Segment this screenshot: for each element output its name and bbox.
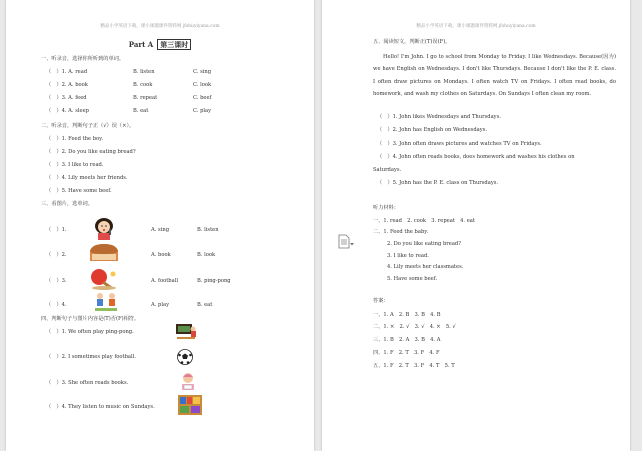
s3-row2-b: B. look — [197, 252, 216, 258]
page-title — [6, 40, 314, 50]
s5-item2: （ ）2. John has English on Wednesdays. — [377, 127, 487, 133]
s3-row2-a: A. book — [151, 252, 171, 258]
document-icon[interactable] — [338, 234, 354, 252]
s3-row3-num: （ ）3. — [46, 278, 67, 284]
s3-row2-num: （ ）2. — [46, 252, 67, 258]
s1-row4-b: B. eat — [133, 108, 149, 114]
s1-row1-a: （ ）1. A. read — [46, 69, 88, 75]
s5-item4-cont: Saturdays. — [373, 167, 402, 173]
watermark: 精品小学英语下载，课小课题课件资料网 jfshuyiyana.com — [416, 24, 536, 29]
s2-item5: （ ）5. Have some beef. — [46, 188, 112, 194]
answers-line5: 五、1. F 2. T 3. F 4. T 5. T — [373, 363, 455, 369]
s1-row1-b: B. listen — [133, 69, 155, 75]
s2-item2: （ ）2. Do you like eating bread? — [46, 149, 136, 155]
bread-icon — [87, 242, 121, 264]
dropdown-arrow-icon — [350, 243, 354, 246]
reading-passage — [373, 51, 616, 101]
s3-row3-a: A. football — [151, 278, 179, 284]
title-tag: 第三课时 — [157, 39, 191, 50]
answers-line4: 四、1. F 2. T 3. F 4. F — [373, 350, 440, 356]
s1-row4-a: （ ）4. A. sleep — [46, 108, 89, 114]
s1-row2-c: C. look — [193, 82, 212, 88]
football-icon — [176, 348, 194, 366]
s3-row1-num: （ ）1. — [46, 227, 67, 233]
s3-row4-b: B. eat — [197, 302, 213, 308]
s4-item3: （ ）3. She often reads books. — [46, 380, 129, 386]
s2-item4: （ ）4. Lily meets her friends. — [46, 175, 128, 181]
s1-row3-c: C. beef — [193, 95, 212, 101]
s3-row1-b: B. listen — [197, 227, 219, 233]
listening-line1: 一、1. read 2. cook 3. repeat 4. eat — [373, 218, 475, 224]
s3-row4-num: （ ）4. — [46, 302, 67, 308]
listening-line3: 2. Do you like eating bread? — [387, 241, 462, 247]
right-page — [322, 0, 630, 451]
s3-row4-a: A. play — [151, 302, 170, 308]
listening-line6: 5. Have some beef. — [387, 276, 438, 282]
answers-line2: 二、1. × 2. √ 3. √ 4. × 5. √ — [373, 324, 456, 330]
s4-item1: （ ）1. We often play ping-pong. — [46, 329, 134, 335]
s1-row1-c: C. sing — [193, 69, 212, 75]
s5-item1: （ ）1. John likes Wednesdays and Thursdays. — [377, 114, 501, 120]
s2-item3: （ ）3. I like to read. — [46, 162, 104, 168]
s3-row3-b: B. ping-pong — [197, 278, 231, 284]
listening-line4: 3. I like to read. — [387, 253, 429, 259]
section1-header: 一、听录音，选择你所听到的单词。 — [41, 56, 125, 62]
children-playing-icon — [92, 291, 120, 313]
s1-row2-a: （ ）2. A. book — [46, 82, 88, 88]
s1-row3-a: （ ）3. A. feed — [46, 95, 87, 101]
s1-row3-b: B. repeat — [133, 95, 158, 101]
s1-row2-b: B. cook — [133, 82, 153, 88]
section4-header: 四、判断句子与图片内容是(T)否(F)相符。 — [41, 316, 140, 322]
answers-line3: 三、1. B 2. A 3. B 4. A — [373, 337, 441, 343]
listening-line5: 4. Lily meets her classmates. — [387, 264, 464, 270]
left-page — [6, 0, 314, 451]
listening-header: 听力材料： — [373, 205, 399, 211]
s1-row4-c: C. play — [193, 108, 212, 114]
answers-header: 答案： — [373, 298, 389, 304]
ping-pong-icon — [88, 267, 120, 291]
section2-header: 二、听录音，判断句子正（√）误（×）。 — [41, 123, 135, 129]
s5-item4: （ ）4. John often reads books, does homework and washes his clothes on — [377, 154, 575, 160]
s4-item2: （ ）2. I sometimes play football. — [46, 354, 136, 360]
listening-line2: 二、1. Feed the baby. — [373, 229, 429, 235]
section5-header: 五、阅读短文，判断正(T)误(F)。 — [373, 39, 451, 45]
girl-singing-icon — [90, 216, 118, 240]
watermark: 精品小学英语下载，课小课题课件资料网 jfshuyiyana.com — [100, 24, 220, 29]
s5-item3: （ ）3. John often draws pictures and watches TV on Fridays. — [377, 141, 542, 147]
passage-text: Hello! I'm John. I go to school from Monday to Friday. I like Wednesdays. Because(因为) we have English on Wednesdays. I don't like Thursdays. Because I don't like the P. E. class. I often draw pictures on Mondays. I often watch TV on Fridays. I often read books, do homework, and wash my clothes on Saturdays. On Sundays I often clean my room. — [373, 54, 616, 98]
s2-item1: （ ）1. Feed the boy. — [46, 136, 104, 142]
classroom-desk-icon — [174, 320, 198, 342]
section3-header: 三、看图片，选单词。 — [41, 201, 93, 207]
s3-row1-a: A. sing — [151, 227, 170, 233]
s5-item5: （ ）5. John has the P. E. class on Thursdays. — [377, 180, 499, 186]
s4-item4: （ ）4. They listen to music on Sundays. — [46, 404, 155, 410]
answers-line1: 一、1. A 2. B 3. B 4. B — [373, 312, 441, 318]
music-shelf-icon — [176, 393, 204, 417]
girl-reading-icon — [178, 371, 198, 393]
title-text: Part A — [128, 40, 154, 49]
